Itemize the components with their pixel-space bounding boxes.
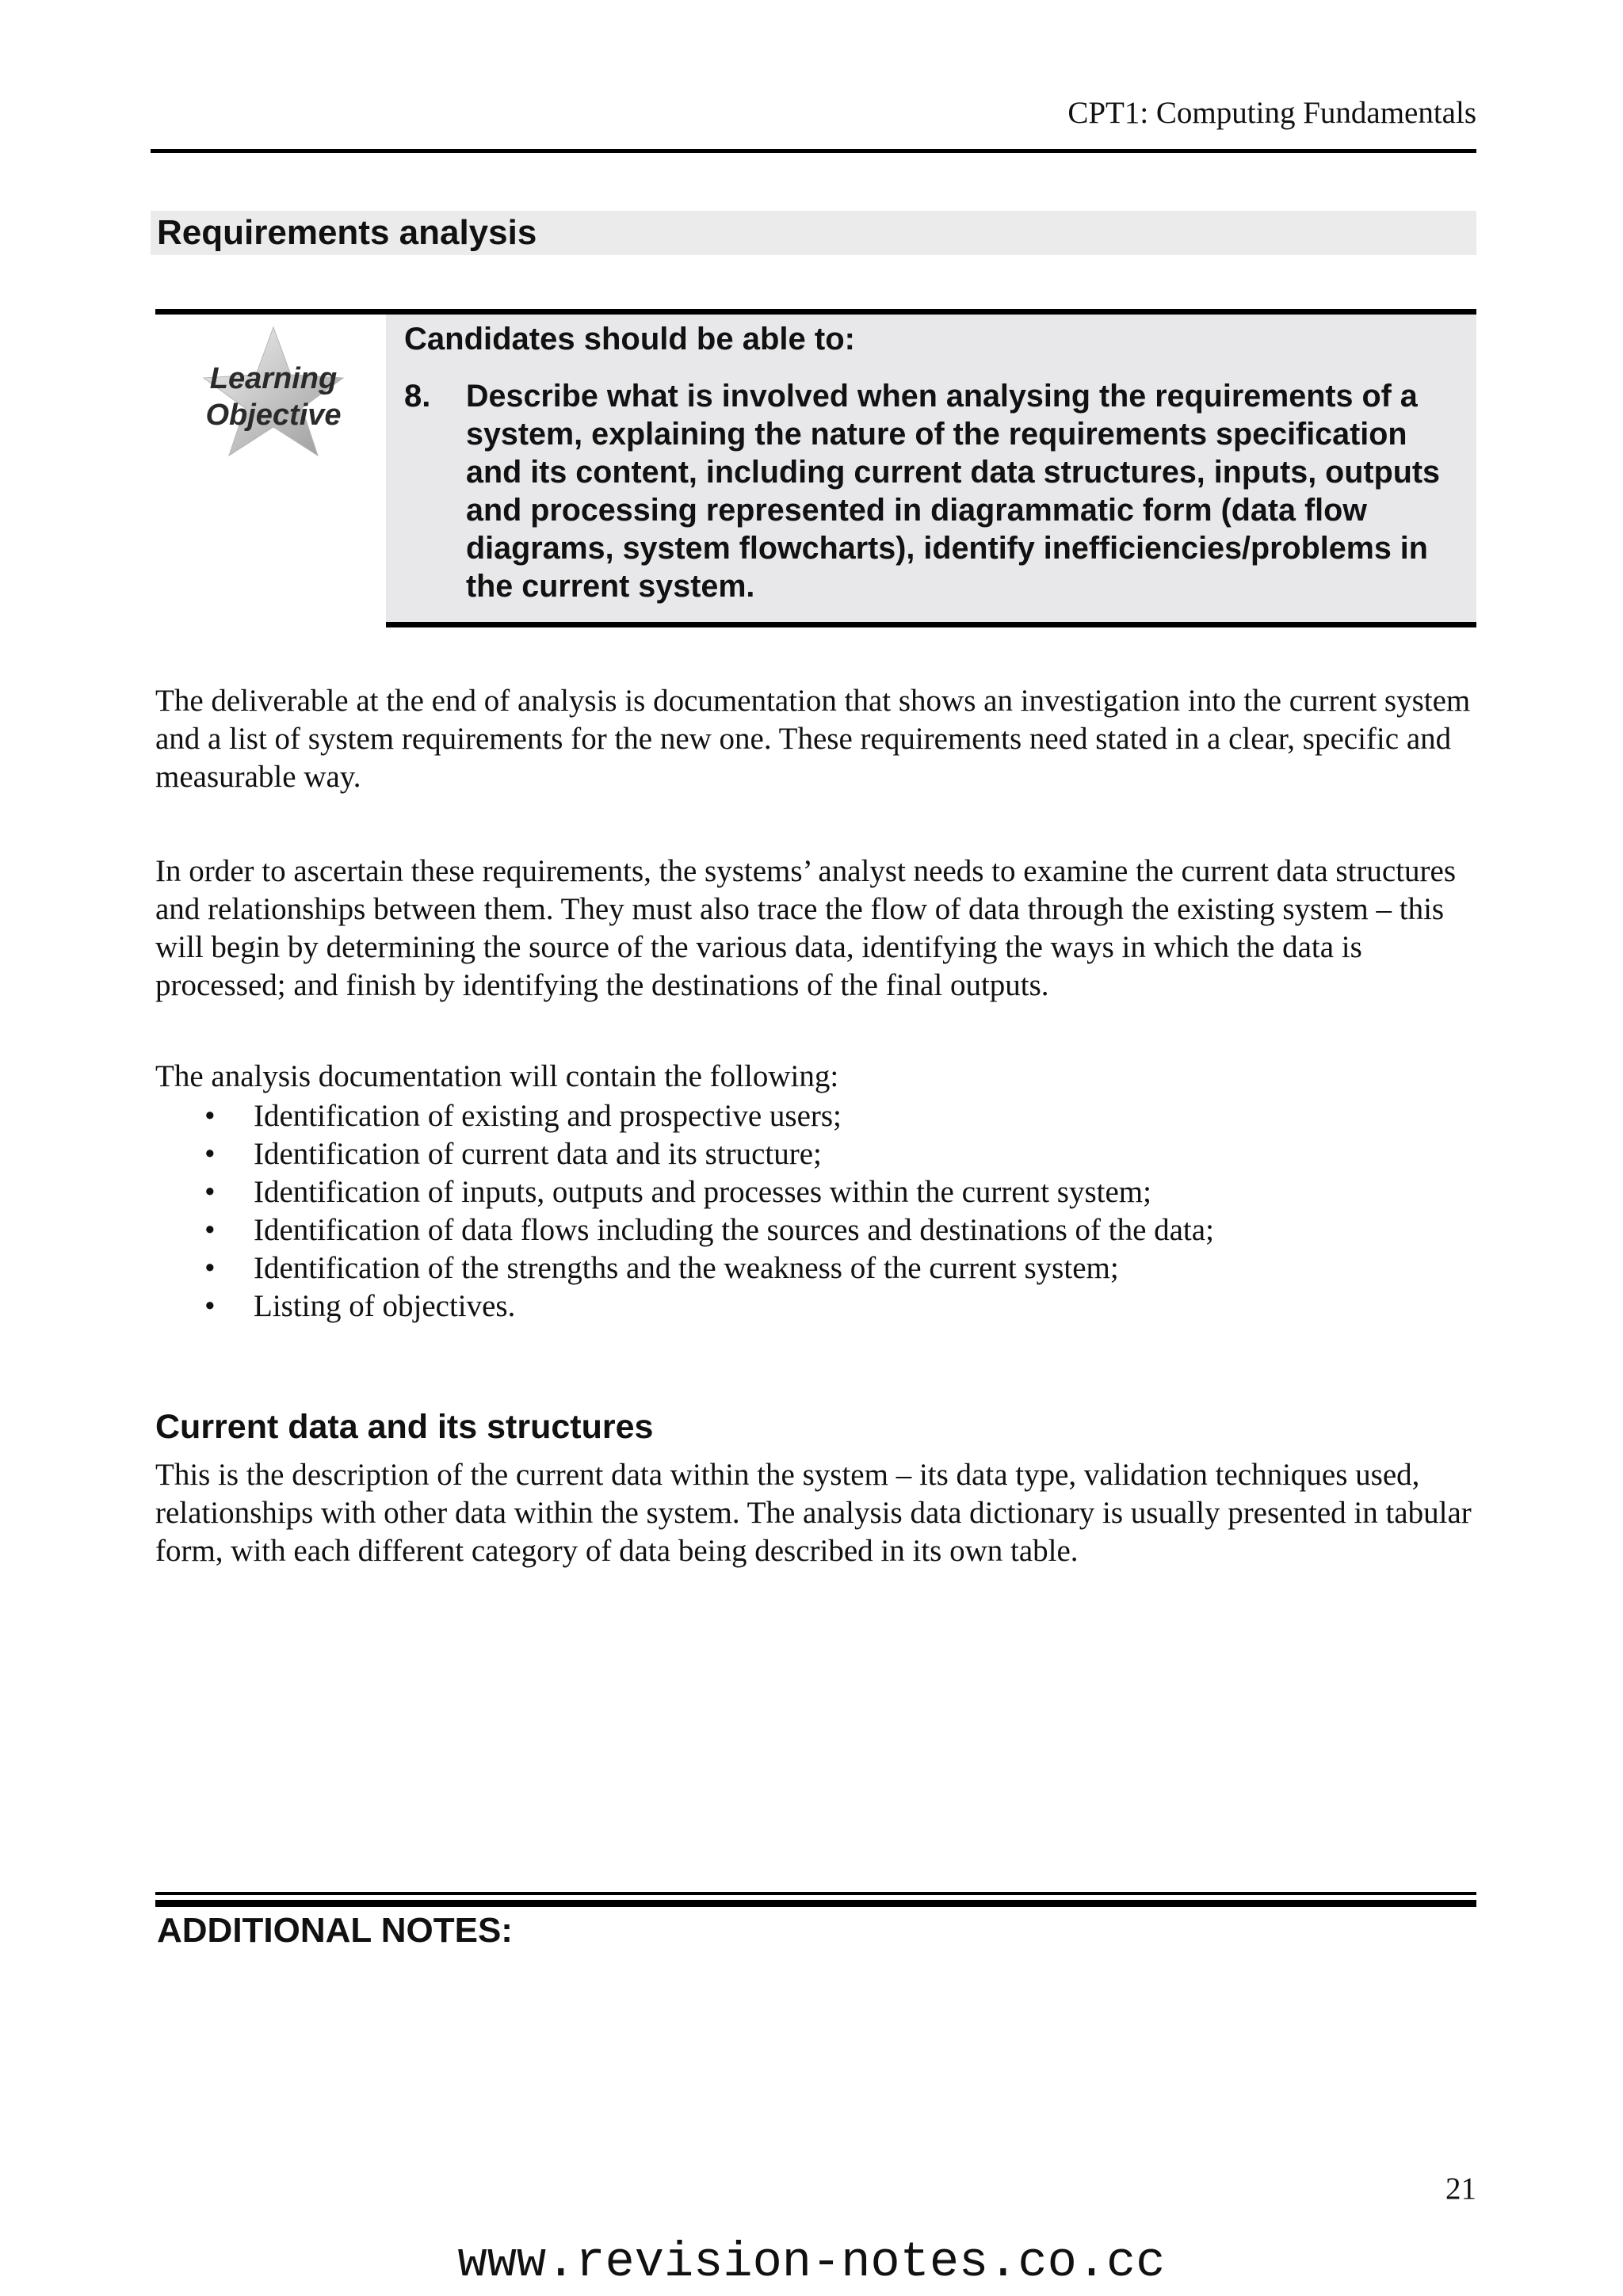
notes-rule-thin xyxy=(155,1892,1476,1895)
bullet-icon: • xyxy=(204,1213,216,1247)
objective-top-rule xyxy=(155,309,1476,315)
documentation-list xyxy=(155,1097,1487,1325)
sub-heading: Current data and its structures xyxy=(155,1408,654,1446)
footer-url: www.revision-notes.co.cc xyxy=(457,2234,1166,2290)
section-title: Requirements analysis xyxy=(157,213,537,252)
list-item: • Identification of current data and its structure; xyxy=(155,1135,1487,1173)
objective-number: 8. xyxy=(404,379,431,414)
paragraph-current-data: This is the description of the current data within the system – its data type, validation techniques used, relationships with other data within the system. The analysis data dictionary is usually presented in tabular form, with each different category of data being described in its own table. xyxy=(155,1458,1472,1568)
learning-objective-icon xyxy=(194,321,361,460)
learning-objective-label: Learning Objective xyxy=(205,362,342,432)
bullet-icon: • xyxy=(204,1251,216,1285)
bullet-icon: • xyxy=(204,1099,216,1133)
list-item: • Identification of the strengths and the weakness of the current system; xyxy=(155,1249,1487,1287)
bullet-icon: • xyxy=(204,1175,216,1209)
list-item: • Listing of objectives. xyxy=(155,1287,1487,1325)
page-number: 21 xyxy=(1445,2172,1476,2206)
objective-heading: Candidates should be able to: xyxy=(404,322,855,357)
running-header: CPT1: Computing Fundamentals xyxy=(1067,96,1476,130)
objective-bottom-rule xyxy=(386,622,1476,627)
list-item: • Identification of inputs, outputs and processes within the current system; xyxy=(155,1173,1487,1211)
header-rule xyxy=(151,149,1476,153)
paragraph-deliverable: The deliverable at the end of analysis is documentation that shows an investigation into the current system and a list of system requirements for the new one. These requirements need stated in a clear, specific and measurable way. xyxy=(155,684,1471,794)
paragraph-ascertain: In order to ascertain these requirements, the systems’ analyst needs to examine the current data structures and relationships between them. They must also trace the flow of data through the existing system – this will begin by determining the source of the various data, identifying the ways in which the data is processed; and finish by identifying the destinations of the final outputs. xyxy=(155,854,1457,1002)
list-item: • Identification of existing and prospective users; xyxy=(155,1097,1487,1135)
notes-rule-thick xyxy=(155,1900,1476,1907)
paragraph-documentation-intro: The analysis documentation will contain the following: xyxy=(155,1059,839,1093)
bullet-icon: • xyxy=(204,1289,216,1323)
bullet-icon: • xyxy=(204,1137,216,1171)
objective-text: Describe what is involved when analysing the requirements of a system, explaining the nature of the requirements specification and its content, including current data structures, inputs, outputs and processing represented in diagrammatic form (data flow diagrams, system flowcharts), identify inefficiencies/problems in the current system. xyxy=(466,379,1440,604)
list-item: • Identification of data flows including the sources and destinations of the data; xyxy=(155,1211,1487,1249)
additional-notes-label: ADDITIONAL NOTES: xyxy=(157,1911,513,1950)
